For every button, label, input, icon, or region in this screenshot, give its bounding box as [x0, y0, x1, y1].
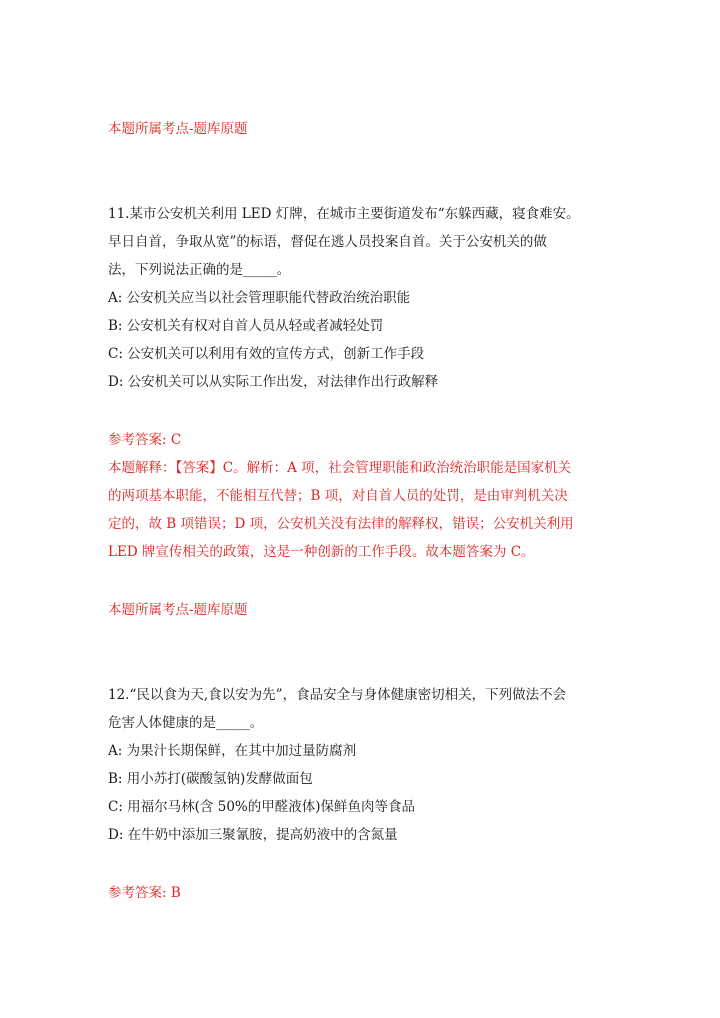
q11-stem-line-1: 11.某市公安机关利用 LED 灯牌，在城市主要街道发布“东躲西藏，寝食难安。 [108, 206, 580, 222]
q11-analysis-line-4: LED 牌宣传相关的政策，这是一种创新的工作手段。故本题答案为 C。 [108, 544, 535, 560]
q11-option-b: B: 公安机关有权对自首人员从轻或者减轻处罚 [108, 318, 384, 334]
q12-option-c: C: 用福尔马林(含 50%的甲醛液体)保鲜鱼肉等食品 [108, 799, 415, 815]
q11-answer: 参考答案: C [108, 432, 182, 448]
q12-option-a: A: 为果汁长期保鲜，在其中加过量防腐剂 [108, 743, 357, 759]
q11-option-d: D: 公安机关可以从实际工作出发，对法律作出行政解释 [108, 374, 439, 390]
q11-option-a: A: 公安机关应当以社会管理职能代替政治统治职能 [108, 290, 411, 306]
q12-option-b: B: 用小苏打(碳酸氢钠)发酵做面包 [108, 771, 313, 787]
q11-analysis-line-2: 的两项基本职能，不能相互代替；B 项，对自首人员的处罚，是由审判机关决 [108, 488, 568, 504]
q11-source-label: 本题所属考点-题库原题 [108, 602, 248, 618]
q12-option-d: D: 在牛奶中添加三聚氰胺，提高奶液中的含氮量 [108, 827, 398, 843]
q11-stem-line-3: 法，下列说法正确的是_____。 [108, 262, 291, 278]
source-label-top: 本题所属考点-题库原题 [108, 121, 248, 137]
q12-stem-line-1: 12.“民以食为天,食以安为先”，食品安全与身体健康密切相关，下列做法不会 [108, 687, 567, 703]
q12-answer: 参考答案: B [108, 885, 181, 901]
q11-analysis-line-1: 本题解释：【答案】C。解析：A 项，社会管理职能和政治统治职能是国家机关 [108, 460, 572, 476]
q11-stem-line-2: 早日自首，争取从宽”的标语，督促在逃人员投案自首。关于公安机关的做 [108, 234, 547, 250]
q11-analysis-line-3: 定的，故 B 项错误；D 项，公安机关没有法律的解释权，错误；公安机关利用 [108, 516, 574, 532]
q11-option-c: C: 公安机关可以利用有效的宣传方式，创新工作手段 [108, 346, 425, 362]
q12-stem-line-2: 危害人体健康的是_____。 [108, 715, 264, 731]
